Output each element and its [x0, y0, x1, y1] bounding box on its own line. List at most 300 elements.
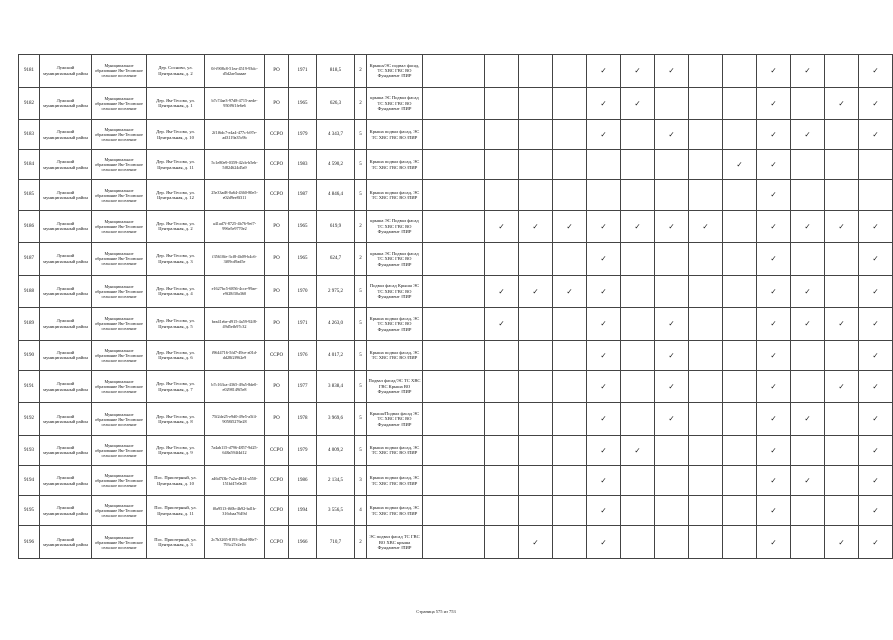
works-list-cell: Крыша подвал фасад, ЭС ТС ХВС ГВС ВО /ПИР: [367, 340, 423, 370]
construction-type-cell: РО: [265, 87, 289, 120]
district-cell: Лужский муниципальный район: [40, 370, 92, 403]
empty-check-cell: [791, 435, 825, 465]
check-mark-icon: ✓: [757, 496, 791, 526]
guid-cell: a46d7f3b-7a2a-4814-a550-151bf47e0e28: [205, 466, 265, 496]
guid-cell: b7c163ca-4365-49a5-8de0-e0298149f5e8: [205, 370, 265, 403]
table-row: [19, 435, 893, 465]
settlement-cell: Муниципальное образование Ям-Тесовское сельское поселение: [92, 243, 147, 276]
empty-check-cell: [621, 340, 655, 370]
row-number-cell: 9181: [19, 55, 40, 88]
address-cell: Дер. Ям-Тесово, ул. Центральная, д. 7: [147, 370, 205, 403]
check-mark-icon: ✓: [723, 150, 757, 180]
empty-check-cell: [655, 180, 689, 210]
empty-check-cell: [553, 150, 587, 180]
guid-cell: 0f-f908c8-51ea-4519-93dc-d5d2ae5aaaae: [205, 55, 265, 88]
row-number-cell: 9196: [19, 526, 40, 559]
address-cell: Дер. Ям-Тесово, ул. Центральная, д. 5: [147, 308, 205, 341]
check-mark-icon: ✓: [859, 370, 893, 403]
settlement-cell: Муниципальное образование Ям-Тесовское сельское поселение: [92, 403, 147, 436]
year-cell: 1978: [289, 403, 317, 436]
empty-check-cell: [655, 150, 689, 180]
guid-cell: e1627bc5-6856-4cce-99ae-e9f28f30a360: [205, 275, 265, 308]
check-mark-icon: ✓: [757, 150, 791, 180]
empty-cell: [423, 275, 485, 308]
district-cell: Лужский муниципальный район: [40, 308, 92, 341]
empty-check-cell: [621, 496, 655, 526]
floors-cell: 5: [355, 275, 367, 308]
settlement-cell: Муниципальное образование Ям-Тесовское сельское поселение: [92, 120, 147, 150]
check-mark-icon: ✓: [587, 55, 621, 88]
empty-check-cell: [519, 150, 553, 180]
floors-cell: 3: [355, 466, 367, 496]
empty-check-cell: [791, 243, 825, 276]
row-number-cell: 9191: [19, 370, 40, 403]
empty-check-cell: [621, 526, 655, 559]
empty-check-cell: [689, 403, 723, 436]
empty-check-cell: [723, 275, 757, 308]
empty-check-cell: [689, 55, 723, 88]
check-mark-icon: ✓: [621, 435, 655, 465]
empty-check-cell: [825, 435, 859, 465]
year-cell: 1965: [289, 210, 317, 243]
empty-check-cell: [723, 526, 757, 559]
empty-check-cell: [655, 87, 689, 120]
empty-check-cell: [723, 87, 757, 120]
table-row: [19, 496, 893, 526]
table-row: [19, 87, 893, 120]
works-list-cell: Подвал фасад/ЭС ТС ХВС ГВС Крыша ВО Фундамент /ПИР: [367, 370, 423, 403]
check-mark-icon: ✓: [757, 403, 791, 436]
empty-check-cell: [553, 308, 587, 341]
area-cell: 4 590,2: [317, 150, 355, 180]
area-cell: 4 343,7: [317, 120, 355, 150]
empty-check-cell: [723, 403, 757, 436]
check-mark-icon: ✓: [859, 435, 893, 465]
check-mark-icon: ✓: [485, 210, 519, 243]
empty-check-cell: [723, 466, 757, 496]
check-mark-icon: ✓: [757, 340, 791, 370]
guid-cell: 25e33ad8-0a64-4360-80e5-e02d9ee8f311: [205, 180, 265, 210]
check-mark-icon: ✓: [859, 526, 893, 559]
row-number-cell: 9187: [19, 243, 40, 276]
check-mark-icon: ✓: [587, 496, 621, 526]
empty-check-cell: [655, 496, 689, 526]
works-list-cell: крыша ЭС Подвал фасад ТС ХВС ГВС ВО Фундамент /ПИР: [367, 210, 423, 243]
construction-type-cell: ССРО: [265, 526, 289, 559]
construction-type-cell: ССРО: [265, 150, 289, 180]
empty-cell: [423, 466, 485, 496]
construction-type-cell: РО: [265, 275, 289, 308]
address-cell: Пос. Приозерный, ул. Центральная, д. 3: [147, 526, 205, 559]
empty-check-cell: [485, 180, 519, 210]
area-cell: 4 263,0: [317, 308, 355, 341]
check-mark-icon: ✓: [791, 466, 825, 496]
district-cell: Лужский муниципальный район: [40, 275, 92, 308]
table-row: [19, 210, 893, 243]
row-number-cell: 9188: [19, 275, 40, 308]
floors-cell: 5: [355, 435, 367, 465]
row-number-cell: 9185: [19, 180, 40, 210]
district-cell: Лужский муниципальный район: [40, 87, 92, 120]
district-cell: Лужский муниципальный район: [40, 340, 92, 370]
empty-check-cell: [723, 55, 757, 88]
settlement-cell: Муниципальное образование Ям-Тесовское сельское поселение: [92, 370, 147, 403]
check-mark-icon: ✓: [757, 526, 791, 559]
check-mark-icon: ✓: [757, 55, 791, 88]
empty-check-cell: [553, 466, 587, 496]
works-list-cell: Крыша/ЭС подвал фасад, ТС ХВС ГВС ВО Фундамент /ПИР: [367, 55, 423, 88]
empty-cell: [423, 55, 485, 88]
settlement-cell: Муниципальное образование Ям-Тесовское сельское поселение: [92, 55, 147, 88]
empty-check-cell: [621, 150, 655, 180]
address-cell: Дер. Ям-Тесово, ул. Центральная, д. 3: [147, 243, 205, 276]
check-mark-icon: ✓: [859, 243, 893, 276]
row-number-cell: 9194: [19, 466, 40, 496]
construction-type-cell: РО: [265, 210, 289, 243]
area-cell: 818,5: [317, 55, 355, 88]
table-body: [19, 55, 893, 559]
check-mark-icon: ✓: [791, 403, 825, 436]
empty-check-cell: [655, 243, 689, 276]
empty-check-cell: [553, 526, 587, 559]
empty-check-cell: [723, 180, 757, 210]
check-mark-icon: ✓: [825, 210, 859, 243]
check-mark-icon: ✓: [791, 120, 825, 150]
row-number-cell: 9183: [19, 120, 40, 150]
empty-check-cell: [621, 180, 655, 210]
empty-check-cell: [621, 403, 655, 436]
empty-check-cell: [689, 370, 723, 403]
works-list-cell: Крыша подвал фасад, ЭС ТС ХВС ГВС ВО /ПИР: [367, 180, 423, 210]
year-cell: 1979: [289, 435, 317, 465]
district-cell: Лужский муниципальный район: [40, 210, 92, 243]
empty-check-cell: [621, 275, 655, 308]
empty-check-cell: [485, 150, 519, 180]
check-mark-icon: ✓: [859, 340, 893, 370]
floors-cell: 2: [355, 55, 367, 88]
check-mark-icon: ✓: [757, 466, 791, 496]
empty-check-cell: [519, 243, 553, 276]
check-mark-icon: ✓: [587, 466, 621, 496]
guid-cell: f0a9513-f60b-4b92-bd1b-316cbaa7649d: [205, 496, 265, 526]
empty-check-cell: [859, 150, 893, 180]
guid-cell: 2f1f6dc7-e4a4-477c-b97e-ad3119a35c9b: [205, 120, 265, 150]
works-list-cell: Крыша/Подвал фасад ЭС ТС ХВС ГВС ВО Фундамент /ПИР: [367, 403, 423, 436]
check-mark-icon: ✓: [621, 210, 655, 243]
empty-check-cell: [485, 87, 519, 120]
construction-type-cell: ССРО: [265, 466, 289, 496]
empty-check-cell: [519, 466, 553, 496]
check-mark-icon: ✓: [485, 308, 519, 341]
floors-cell: 4: [355, 496, 367, 526]
empty-check-cell: [485, 435, 519, 465]
area-cell: 710,7: [317, 526, 355, 559]
table-row: [19, 243, 893, 276]
year-cell: 1965: [289, 87, 317, 120]
empty-check-cell: [859, 180, 893, 210]
table-row: [19, 180, 893, 210]
check-mark-icon: ✓: [655, 210, 689, 243]
empty-check-cell: [519, 308, 553, 341]
empty-check-cell: [587, 150, 621, 180]
empty-cell: [423, 210, 485, 243]
empty-cell: [423, 308, 485, 341]
check-mark-icon: ✓: [587, 87, 621, 120]
empty-check-cell: [553, 340, 587, 370]
table-row: [19, 308, 893, 341]
empty-check-cell: [689, 496, 723, 526]
empty-check-cell: [689, 275, 723, 308]
check-mark-icon: ✓: [757, 87, 791, 120]
row-number-cell: 9182: [19, 87, 40, 120]
year-cell: 1979: [289, 120, 317, 150]
check-mark-icon: ✓: [587, 435, 621, 465]
check-mark-icon: ✓: [859, 87, 893, 120]
construction-type-cell: РО: [265, 403, 289, 436]
empty-check-cell: [825, 275, 859, 308]
empty-check-cell: [485, 496, 519, 526]
empty-check-cell: [723, 496, 757, 526]
floors-cell: 2: [355, 243, 367, 276]
address-cell: Дер. Ям-Тесово, ул. Центральная, д. 11: [147, 150, 205, 180]
empty-check-cell: [825, 466, 859, 496]
address-cell: Дер. Ям-Тесово, ул. Центральная, д. 6: [147, 340, 205, 370]
settlement-cell: Муниципальное образование Ям-Тесовское сельское поселение: [92, 466, 147, 496]
empty-check-cell: [655, 466, 689, 496]
area-cell: 4 009,2: [317, 435, 355, 465]
row-number-cell: 9190: [19, 340, 40, 370]
empty-check-cell: [825, 150, 859, 180]
floors-cell: 2: [355, 210, 367, 243]
empty-check-cell: [519, 403, 553, 436]
construction-type-cell: ССРО: [265, 435, 289, 465]
empty-check-cell: [553, 370, 587, 403]
empty-check-cell: [519, 120, 553, 150]
construction-type-cell: РО: [265, 55, 289, 88]
empty-check-cell: [485, 120, 519, 150]
empty-cell: [423, 180, 485, 210]
guid-cell: bea41ebe-d915-4a59-92f8-49d5efb97c32: [205, 308, 265, 341]
empty-check-cell: [655, 435, 689, 465]
year-cell: 1976: [289, 340, 317, 370]
works-list-cell: Крыша подвал фасад, ЭС ТС ХВС ГВС ВО /ПИР: [367, 435, 423, 465]
empty-check-cell: [791, 87, 825, 120]
empty-check-cell: [553, 496, 587, 526]
address-cell: Дер. Ям-Тесово, ул. Центральная, д. 8: [147, 403, 205, 436]
year-cell: 1970: [289, 275, 317, 308]
empty-check-cell: [485, 340, 519, 370]
empty-check-cell: [553, 243, 587, 276]
empty-check-cell: [825, 55, 859, 88]
year-cell: 1987: [289, 180, 317, 210]
check-mark-icon: ✓: [655, 340, 689, 370]
empty-check-cell: [825, 403, 859, 436]
construction-type-cell: РО: [265, 308, 289, 341]
empty-check-cell: [485, 370, 519, 403]
year-cell: 1971: [289, 308, 317, 341]
district-cell: Лужский муниципальный район: [40, 120, 92, 150]
address-cell: Дер. Ям-Тесово, ул. Центральная, д. 9: [147, 435, 205, 465]
table-row: [19, 466, 893, 496]
year-cell: 1994: [289, 496, 317, 526]
floors-cell: 5: [355, 370, 367, 403]
year-cell: 1977: [289, 370, 317, 403]
empty-check-cell: [553, 87, 587, 120]
empty-check-cell: [689, 180, 723, 210]
check-mark-icon: ✓: [587, 340, 621, 370]
empty-check-cell: [519, 496, 553, 526]
empty-cell: [423, 150, 485, 180]
area-cell: 2 975,2: [317, 275, 355, 308]
year-cell: 1971: [289, 55, 317, 88]
empty-check-cell: [519, 370, 553, 403]
works-list-cell: Крыша подвал фасад, ЭС ТС ХВС ГВС ВО /ПИР: [367, 466, 423, 496]
empty-check-cell: [519, 180, 553, 210]
check-mark-icon: ✓: [757, 308, 791, 341]
empty-check-cell: [587, 180, 621, 210]
check-mark-icon: ✓: [757, 370, 791, 403]
area-cell: 4 846,4: [317, 180, 355, 210]
address-cell: Дер. Ям-Тесово, ул. Центральная, д. 4: [147, 275, 205, 308]
check-mark-icon: ✓: [757, 435, 791, 465]
empty-cell: [423, 496, 485, 526]
district-cell: Лужский муниципальный район: [40, 466, 92, 496]
empty-check-cell: [621, 120, 655, 150]
district-cell: Лужский муниципальный район: [40, 403, 92, 436]
check-mark-icon: ✓: [587, 210, 621, 243]
floors-cell: 2: [355, 87, 367, 120]
settlement-cell: Муниципальное образование Ям-Тесовское сельское поселение: [92, 150, 147, 180]
empty-check-cell: [621, 370, 655, 403]
empty-check-cell: [689, 308, 723, 341]
empty-check-cell: [791, 496, 825, 526]
check-mark-icon: ✓: [791, 308, 825, 341]
check-mark-icon: ✓: [825, 87, 859, 120]
guid-cell: f35610fe-3cf8-4b09-b4c6-3f09cd9ad5e: [205, 243, 265, 276]
empty-check-cell: [553, 55, 587, 88]
empty-check-cell: [825, 243, 859, 276]
settlement-cell: Муниципальное образование Ям-Тесовское сельское поселение: [92, 308, 147, 341]
housing-register-table: [18, 54, 893, 559]
area-cell: 626,3: [317, 87, 355, 120]
check-mark-icon: ✓: [859, 55, 893, 88]
table-row: [19, 55, 893, 88]
check-mark-icon: ✓: [587, 120, 621, 150]
table-row: [19, 403, 893, 436]
empty-check-cell: [825, 120, 859, 150]
check-mark-icon: ✓: [655, 55, 689, 88]
area-cell: 3 969,6: [317, 403, 355, 436]
area-cell: 3 838,4: [317, 370, 355, 403]
check-mark-icon: ✓: [757, 180, 791, 210]
empty-check-cell: [519, 435, 553, 465]
check-mark-icon: ✓: [553, 210, 587, 243]
check-mark-icon: ✓: [519, 210, 553, 243]
empty-check-cell: [485, 466, 519, 496]
works-list-cell: Крыша подвал фасад, ЭС ТС ХВС ГВС ВО Фундамент /ПИР: [367, 308, 423, 341]
year-cell: 1983: [289, 150, 317, 180]
empty-check-cell: [553, 403, 587, 436]
table-row: [19, 275, 893, 308]
address-cell: Пос. Приозерный, ул. Центральная, д. 10: [147, 466, 205, 496]
empty-check-cell: [519, 340, 553, 370]
area-cell: 2 134,5: [317, 466, 355, 496]
check-mark-icon: ✓: [791, 55, 825, 88]
check-mark-icon: ✓: [757, 210, 791, 243]
works-list-cell: Подвал фасад Крыша ЭС ТС ХВС ГВС ВО Фундамент /ПИР: [367, 275, 423, 308]
table-row: [19, 340, 893, 370]
area-cell: 624,7: [317, 243, 355, 276]
empty-check-cell: [723, 210, 757, 243]
empty-check-cell: [689, 120, 723, 150]
table-row: [19, 120, 893, 150]
row-number-cell: 9184: [19, 150, 40, 180]
empty-check-cell: [689, 435, 723, 465]
empty-check-cell: [519, 55, 553, 88]
check-mark-icon: ✓: [587, 526, 621, 559]
check-mark-icon: ✓: [587, 275, 621, 308]
construction-type-cell: ССРО: [265, 180, 289, 210]
check-mark-icon: ✓: [519, 275, 553, 308]
empty-cell: [423, 243, 485, 276]
empty-check-cell: [723, 370, 757, 403]
empty-cell: [423, 526, 485, 559]
settlement-cell: Муниципальное образование Ям-Тесовское сельское поселение: [92, 275, 147, 308]
empty-check-cell: [485, 243, 519, 276]
row-number-cell: 9192: [19, 403, 40, 436]
empty-check-cell: [791, 340, 825, 370]
empty-check-cell: [689, 466, 723, 496]
empty-cell: [423, 120, 485, 150]
district-cell: Лужский муниципальный район: [40, 435, 92, 465]
empty-check-cell: [689, 150, 723, 180]
empty-check-cell: [791, 150, 825, 180]
address-cell: Дер. Ям-Тесово, ул. Центральная, д. 12: [147, 180, 205, 210]
area-cell: 4 017,2: [317, 340, 355, 370]
row-number-cell: 9195: [19, 496, 40, 526]
construction-type-cell: ССРО: [265, 496, 289, 526]
empty-check-cell: [723, 243, 757, 276]
empty-check-cell: [621, 308, 655, 341]
check-mark-icon: ✓: [485, 275, 519, 308]
works-list-cell: Крыша подвал фасад, ЭС ТС ХВС ГВС ВО /ПИР: [367, 496, 423, 526]
empty-check-cell: [825, 180, 859, 210]
empty-check-cell: [553, 180, 587, 210]
district-cell: Лужский муниципальный район: [40, 243, 92, 276]
district-cell: Лужский муниципальный район: [40, 496, 92, 526]
empty-check-cell: [689, 526, 723, 559]
district-cell: Лужский муниципальный район: [40, 180, 92, 210]
table-row: [19, 526, 893, 559]
row-number-cell: 9186: [19, 210, 40, 243]
empty-cell: [423, 435, 485, 465]
check-mark-icon: ✓: [859, 275, 893, 308]
floors-cell: 5: [355, 180, 367, 210]
empty-check-cell: [655, 526, 689, 559]
floors-cell: 5: [355, 308, 367, 341]
year-cell: 1965: [289, 243, 317, 276]
address-cell: Дер. Ям-Тесово, ул. Центральная, д. 2: [147, 210, 205, 243]
check-mark-icon: ✓: [757, 275, 791, 308]
year-cell: 1966: [289, 526, 317, 559]
district-cell: Лужский муниципальный район: [40, 150, 92, 180]
check-mark-icon: ✓: [859, 403, 893, 436]
works-list-cell: Крыша подвал фасад, ЭС ТС ХВС ГВС ВО /ПИР: [367, 120, 423, 150]
check-mark-icon: ✓: [757, 120, 791, 150]
empty-check-cell: [553, 435, 587, 465]
empty-check-cell: [791, 526, 825, 559]
table-row: [19, 370, 893, 403]
